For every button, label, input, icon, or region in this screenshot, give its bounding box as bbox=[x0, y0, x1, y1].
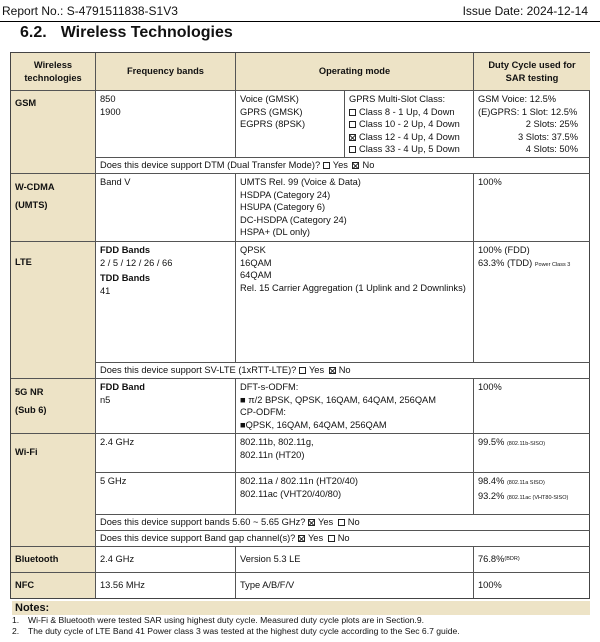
row-label-wcdma: W-CDMA (UMTS) bbox=[11, 174, 96, 242]
gsm-duty-cycle: GSM Voice: 12.5% (E)GPRS: 1 Slot: 12.5% 2 Slots: 25% 3 Slots: 37.5% 4 Slots: 50% bbox=[474, 91, 590, 158]
checked-checkbox-icon bbox=[329, 367, 336, 374]
notes-title: Notes: bbox=[12, 601, 590, 615]
row-label-5g-nr: 5G NR (Sub 6) bbox=[11, 379, 96, 434]
multislot-option: Class 8 - 1 Up, 4 Down bbox=[349, 106, 469, 119]
note-item: 1. Wi-Fi & Bluetooth were tested SAR using highest duty cycle. Measured duty cycle plots are in Section.9. bbox=[12, 615, 424, 625]
column-header-frequency: Frequency bands bbox=[96, 53, 236, 91]
wcdma-frequency-bands: Band V bbox=[96, 174, 236, 242]
wifi-duty-2g: 99.5% (802.11b-SISO) bbox=[474, 434, 590, 473]
nfc-band: 13.56 MHz bbox=[96, 573, 236, 598]
checked-checkbox-icon bbox=[352, 162, 359, 169]
wireless-technologies-table bbox=[10, 52, 590, 599]
row-label-lte: LTE bbox=[11, 242, 96, 379]
header-divider bbox=[0, 21, 600, 22]
lte-operating-modes: QPSK 16QAM 64QAM Rel. 15 Carrier Aggregation (1 Uplink and 2 Downlinks) bbox=[236, 242, 474, 363]
page-header bbox=[0, 4, 600, 20]
nr-duty-cycle: 100% bbox=[474, 379, 590, 434]
row-label-bluetooth: Bluetooth bbox=[11, 547, 96, 573]
bluetooth-band: 2.4 GHz bbox=[96, 547, 236, 573]
checked-checkbox-icon bbox=[298, 535, 305, 542]
wcdma-operating-modes: UMTS Rel. 99 (Voice & Data) HSDPA (Category 24) HSUPA (Category 6) DC-HSDPA (Category 24) HSPA+ (DL only) bbox=[236, 174, 474, 242]
multislot-option: Class 10 - 2 Up, 4 Down bbox=[349, 118, 469, 131]
note-item: 2. The duty cycle of LTE Band 41 Power class 3 was tested at the highest duty cycle according to the Sec 6.7 guide. bbox=[12, 626, 460, 636]
checkbox-icon bbox=[338, 519, 345, 526]
wifi-band-5g: 5 GHz bbox=[96, 473, 236, 515]
nfc-duty: 100% bbox=[478, 580, 502, 591]
report-number: Report No.: S-4791511838-S1V3 bbox=[2, 4, 178, 18]
multislot-option: Class 33 - 4 Up, 5 Down bbox=[349, 143, 469, 156]
notes-section bbox=[12, 601, 590, 637]
multislot-option: Class 12 - 4 Up, 4 Down bbox=[349, 131, 469, 144]
lte-duty-cycle: 100% (FDD) 63.3% (TDD) Power Class 3 bbox=[474, 242, 590, 363]
row-label-wifi: Wi-Fi bbox=[11, 434, 96, 547]
bluetooth-mode: Version 5.3 LE bbox=[236, 547, 474, 573]
wifi-modes-5g: 802.11a / 802.11n (HT20/40) 802.11ac (VHT20/40/80) bbox=[236, 473, 474, 515]
bullet-icon: ■ bbox=[240, 394, 246, 405]
nfc-mode: Type A/B/F/V bbox=[236, 573, 474, 598]
checked-checkbox-icon bbox=[308, 519, 315, 526]
nr-operating-modes: DFT-s-ODFM: ■ π/2 BPSK, QPSK, 16QAM, 64QAM, 256QAM CP-ODFM: ■QPSK, 16QAM, 64QAM, 256QAM bbox=[236, 379, 474, 434]
nr-frequency-bands: FDD Band n5 bbox=[96, 379, 236, 434]
lte-svlte-question: Does this device support SV-LTE (1xRTT-LTE)? Yes No bbox=[96, 363, 590, 379]
gsm-operating-modes: Voice (GMSK) GPRS (GMSK) EGPRS (8PSK) bbox=[236, 91, 345, 158]
checkbox-icon bbox=[349, 146, 356, 153]
section-number: 6.2. bbox=[20, 24, 47, 41]
lte-frequency-bands: FDD Bands 2 / 5 / 12 / 26 / 66 TDD Bands 41 bbox=[96, 242, 236, 363]
gsm-multislot-classes: GPRS Multi-Slot Class: Class 8 - 1 Up, 4 Down Class 10 - 2 Up, 4 Down Class 12 - 4 Up, 4 Down Class 33 - 4 Up, 5 Down bbox=[345, 91, 474, 158]
checkbox-icon bbox=[299, 367, 306, 374]
checkbox-icon bbox=[349, 121, 356, 128]
gsm-dtm-question: Does this device support DTM (Dual Transfer Mode)? Yes No bbox=[96, 158, 590, 174]
checkbox-icon bbox=[349, 109, 356, 116]
column-header-operating-mode: Operating mode bbox=[236, 53, 474, 91]
issue-date: Issue Date: 2024-12-14 bbox=[462, 4, 588, 18]
section-title: Wireless Technologies bbox=[60, 24, 233, 41]
checkbox-icon bbox=[323, 162, 330, 169]
bluetooth-duty: 76.8% (BDR) bbox=[474, 547, 590, 573]
wifi-band-2g: 2.4 GHz bbox=[96, 434, 236, 473]
row-label-gsm: GSM bbox=[11, 91, 96, 174]
wifi-modes-2g: 802.11b, 802.11g, 802.11n (HT20) bbox=[236, 434, 474, 473]
column-header-duty-cycle: Duty Cycle used for SAR testing bbox=[474, 53, 590, 91]
bullet-icon: ■ bbox=[240, 419, 246, 430]
column-header-technology: Wireless technologies bbox=[11, 53, 96, 91]
row-label-nfc: NFC bbox=[11, 573, 96, 598]
section-heading bbox=[20, 24, 247, 42]
checkbox-icon bbox=[328, 535, 335, 542]
wifi-band-question: Does this device support bands 5.60 ~ 5.65 GHz? Yes No bbox=[96, 515, 590, 531]
checked-checkbox-icon bbox=[349, 134, 356, 141]
wifi-duty-5g: 98.4% (802.11a SISO) 93.2% (802.11ac (VHT80-SISO) bbox=[474, 473, 590, 515]
wcdma-duty-cycle: 100% bbox=[474, 174, 590, 242]
gsm-frequency-bands: 850 1900 bbox=[96, 91, 236, 158]
wifi-gap-question: Does this device support Band gap channel(s)? Yes No bbox=[96, 531, 590, 547]
